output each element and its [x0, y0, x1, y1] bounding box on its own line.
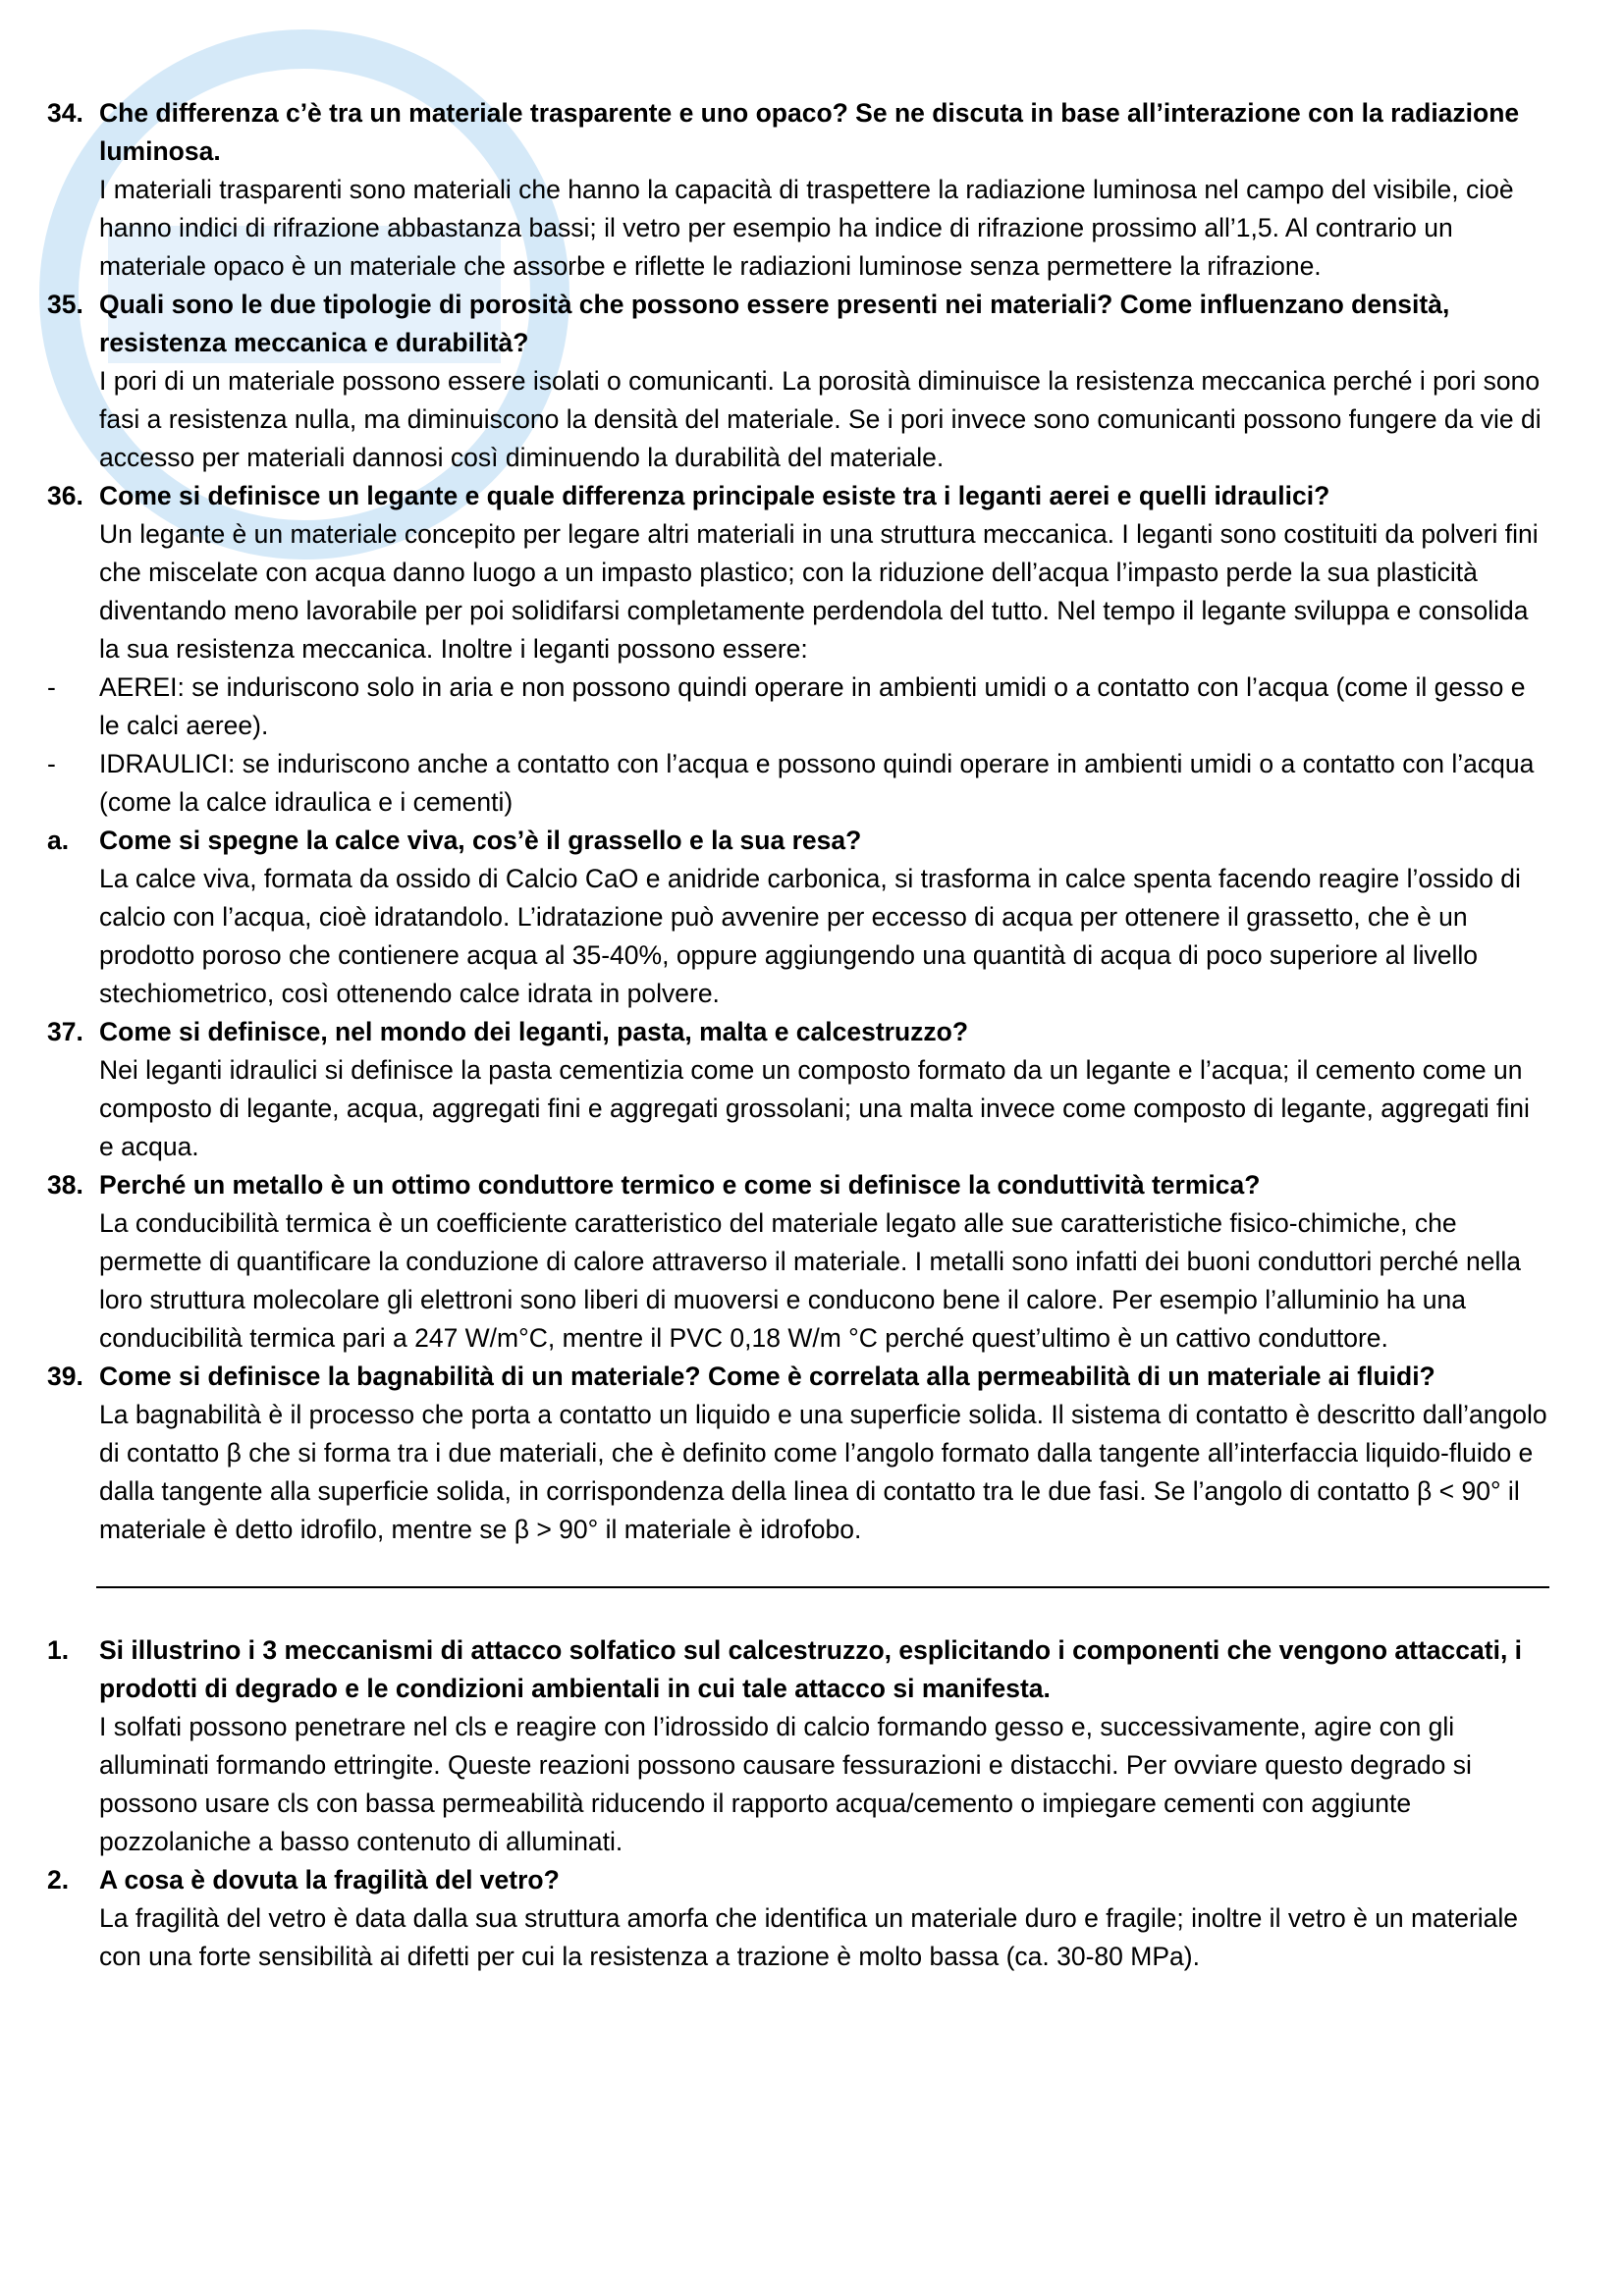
question-number: 37.: [47, 1017, 83, 1046]
bullet-aerei: [47, 668, 1549, 745]
section-divider: [96, 1586, 1549, 1588]
question-number: 35.: [47, 290, 83, 319]
question-34: [47, 94, 1549, 286]
question-text: Perché un metallo è un ottimo conduttore termico e come si definisce la conduttività termica?: [99, 1170, 1261, 1200]
bullet-dash: -: [47, 749, 56, 778]
answer-text: I solfati possono penetrare nel cls e reagire con l’idrossido di calcio formando gesso e, successivamente, agire con gli alluminati formando ettringite. Queste reazioni possono causare fessurazioni e distacchi. Per ovviare questo degrado si possono usare cls con bassa permeabilità riducendo il rapporto acqua/cemento o impiegare cementi con aggiunte pozzolaniche a basso contenuto di alluminati.: [99, 1712, 1472, 1856]
bullet-idraulici: [47, 745, 1549, 822]
question-2: [47, 1861, 1549, 1976]
question-a: [47, 822, 1549, 1013]
answer-text: Nei leganti idraulici si definisce la pasta cementizia come un composto formato da un legante e l’acqua; il cemento come un composto di legante, acqua, aggregati fini e aggregati grossolani; una malta invece come composto di legante, aggregati fini e acqua.: [99, 1055, 1530, 1161]
answer-text: La conducibilità termica è un coefficiente caratteristico del materiale legato alle sue caratteristiche fisico-chimiche, che permette di quantificare la conduzione di calore attraverso il materiale. I metalli sono infatti dei buoni conduttori perché nella loro struttura molecolare gli elettroni sono liberi di muoversi e conducono bene il calore. Per esempio l’alluminio ha una conducibilità termica pari a 247 W/m°C, mentre il PVC 0,18 W/m °C perché quest’ultimo è un cattivo conduttore.: [99, 1208, 1522, 1353]
answer-text: I pori di un materiale possono essere isolati o comunicanti. La porosità diminuisce la resistenza meccanica perché i pori sono fasi a resistenza nulla, ma diminuiscono la densità del materiale. Se i pori invece sono comunicanti possono fungere da vie di accesso per materiali dannosi così diminuendo la durabilità del materiale.: [99, 366, 1542, 472]
answer-text: La bagnabilità è il processo che porta a contatto un liquido e una superficie solida. Il sistema di contatto è descritto dall’angolo di contatto β che si forma tra i due materiali, che è definito come l’angolo formato dalla tangente all’interfaccia liquido-fluido e dalla tangente alla superficie solida, in corrispondenza della linea di contatto tra le due fasi. Se l’angolo di contatto β < 90° il materiale è detto idrofilo, mentre se β > 90° il materiale è idrofobo.: [99, 1400, 1547, 1544]
question-number: 34.: [47, 98, 83, 128]
question-number: 39.: [47, 1362, 83, 1391]
question-text: Come si spegne la calce viva, cos’è il grassello e la sua resa?: [99, 826, 862, 855]
question-number: 38.: [47, 1170, 83, 1200]
answer-text: Un legante è un materiale concepito per legare altri materiali in una struttura meccanica. I leganti sono costituiti da polveri fini che miscelate con acqua danno luogo a un impasto plastico; con la riduzione dell’acqua l’impasto perde la sua plasticità diventando meno lavorabile per poi solidifarsi completamente perdendola del tutto. Nel tempo il legante sviluppa e consolida la sua resistenza meccanica. Inoltre i leganti possono essere:: [99, 519, 1539, 664]
question-number: 2.: [47, 1865, 70, 1895]
question-text: Come si definisce la bagnabilità di un materiale? Come è correlata alla permeabilità di un materiale ai fluidi?: [99, 1362, 1435, 1391]
content: [47, 94, 1549, 1976]
answer-text: I materiali trasparenti sono materiali che hanno la capacità di traspettere la radiazione luminosa nel campo del visibile, cioè hanno indici di rifrazione abbastanza bassi; il vetro per esempio ha indice di rifrazione prossimo all’1,5. Al contrario un materiale opaco è un materiale che assorbe e riflette le radiazioni luminose senza permettere la rifrazione.: [99, 175, 1514, 281]
question-36: [47, 477, 1549, 668]
question-text: Che differenza c’è tra un materiale trasparente e uno opaco? Se ne discuta in base all’interazione con la radiazione luminosa.: [99, 98, 1520, 166]
answer-text: La calce viva, formata da ossido di Calcio CaO e anidride carbonica, si trasforma in calce spenta facendo reagire l’ossido di calcio con l’acqua, cioè idratandolo. L’idratazione può avvenire per eccesso di acqua per ottenere il grassetto, che è un prodotto poroso che contienere acqua al 35-40%, oppure aggiungendo una quantità di acqua di poco superiore al livello stechiometrico, così ottenendo calce idrata in polvere.: [99, 864, 1521, 1008]
bullet-text: AEREI: se induriscono solo in aria e non possono quindi operare in ambienti umidi o a contatto con l’acqua (come il gesso e le calci aeree).: [99, 672, 1526, 740]
question-text: Quali sono le due tipologie di porosità che possono essere presenti nei materiali? Come influenzano densità, resistenza meccanica e durabilità?: [99, 290, 1450, 357]
question-text: Come si definisce un legante e quale differenza principale esiste tra i leganti aerei e quelli idraulici?: [99, 481, 1330, 510]
question-number: 36.: [47, 481, 83, 510]
question-39: [47, 1358, 1549, 1549]
question-text: Come si definisce, nel mondo dei leganti, pasta, malta e calcestruzzo?: [99, 1017, 969, 1046]
answer-text: La fragilità del vetro è data dalla sua struttura amorfa che identifica un materiale duro e fragile; inoltre il vetro è un materiale con una forte sensibilità ai difetti per cui la resistenza a trazione è molto bassa (ca. 30-80 MPa).: [99, 1903, 1519, 1971]
question-38: [47, 1166, 1549, 1358]
bullet-text: IDRAULICI: se induriscono anche a contatto con l’acqua e possono quindi operare in ambienti umidi o a contatto con l’acqua (come la calce idraulica e i cementi): [99, 749, 1535, 817]
question-35: [47, 286, 1549, 477]
bullet-dash: -: [47, 672, 56, 702]
question-number: 1.: [47, 1635, 70, 1665]
question-number: a.: [47, 826, 70, 855]
question-text: A cosa è dovuta la fragilità del vetro?: [99, 1865, 560, 1895]
question-text: Si illustrino i 3 meccanismi di attacco solfatico sul calcestruzzo, esplicitando i componenti che vengono attaccati, i prodotti di degrado e le condizioni ambientali in cui tale attacco si manifesta.: [99, 1635, 1523, 1703]
question-1: [47, 1631, 1549, 1861]
question-37: [47, 1013, 1549, 1166]
